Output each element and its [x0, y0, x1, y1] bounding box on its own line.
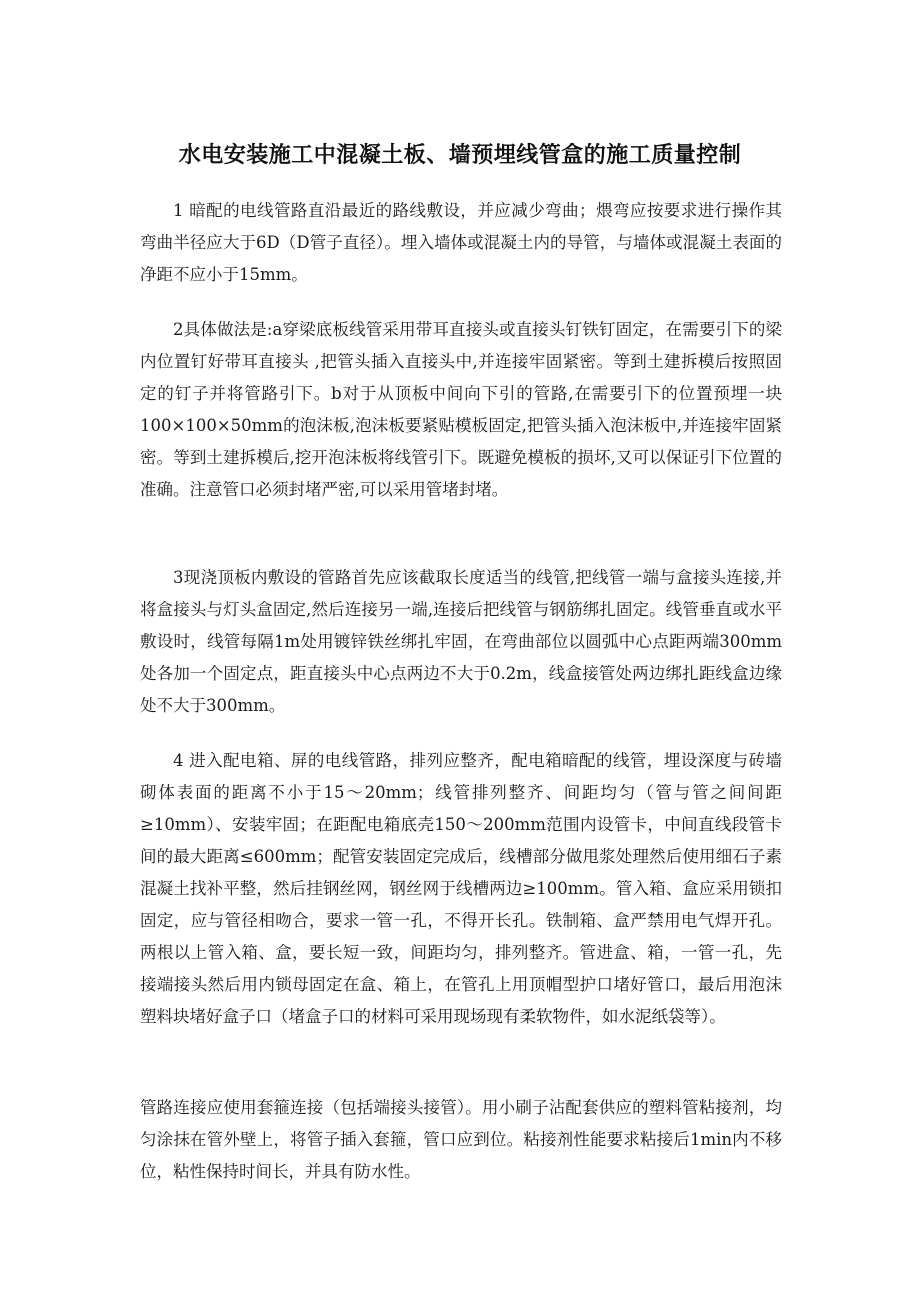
paragraph-5: 管路连接应使用套箍连接（包括端接头接管）。用小刷子沾配套供应的塑料管粘接剂，均匀涂抹在管外壁上，将管子插入套箍，管口应到位。粘接剂性能要求粘接后1min内不移位，粘性保持时间长，并具有防水性。 — [140, 1098, 782, 1181]
paragraph-1: 1 暗配的电线管路直沿最近的路线敷设，并应减少弯曲；煨弯应按要求进行操作其弯曲半径应大于6D（D管子直径）。埋入墙体或混凝土内的导管，与墙体或混凝土表面的净距不应小于15mm。 — [140, 201, 782, 284]
paragraph-4: 4 进入配电箱、屏的电线管路，排列应整齐，配电箱暗配的线管，埋设深度与砖墙砌体表面的距离不小于15～20mm；线管排列整齐、间距均匀（管与管之间间距≥10mm）、安装牢固；在距配电箱底壳150～200mm范围内设管卡，中间直线段管卡间的最大距离≤600mm；配管安装固定完成后，线槽部分做甩浆处理然后使用细石子素混凝土找补平整，然后挂钢丝网，钢丝网于线槽两边≥100mm。管入箱、盒应采用锁扣固定，应与管径相吻合，要求一管一孔，不得开长孔。铁制箱、盒严禁用电气焊开孔。两根以上管入箱、盒，要长短一致，间距均匀，排列整齐。管进盒、箱，一管一孔，先接端接头然后用内锁母固定在盒、箱上，在管孔上用顶帽型护口堵好管口，最后用泡沫塑料块堵好盒子口（堵盒子口的材料可采用现场现有柔软物件，如水泥纸袋等）。 — [140, 751, 782, 1026]
paragraph-3: 3现浇顶板内敷设的管路首先应该截取长度适当的线管,把线管一端与盒接头连接,并将盒接头与灯头盒固定,然后连接另一端,连接后把线管与钢筋绑扎固定。线管垂直或水平敷设时，线管每隔1m处用镀锌铁丝绑扎牢固，在弯曲部位以圆弧中心点距两端300mm处各加一个固定点，距直接头中心点两边不大于0.2m，线盒接管处两边绑扎距线盒边缘处不大于300mm。 — [140, 568, 782, 715]
paragraph-2: 2具体做法是:a穿梁底板线管采用带耳直接头或直接头钉铁钉固定，在需要引下的梁内位置钉好带耳直接头 ,把管头插入直接头中,并连接牢固紧密。等到土建拆模后按照固定的钉子并将管路引下。b对于从顶板中间向下引的管路,在需要引下的位置预埋一块100×100×50mm的泡沫板,泡沫板要紧贴模板固定,把管头插入泡沫板中,并连接牢固紧密。等到土建拆模后,挖开泡沫板将线管引下。既避免模板的损坏,又可以保证引下位置的准确。注意管口必须封堵严密,可以采用管堵封堵。 — [140, 320, 782, 499]
document-title: 水电安装施工中混凝土板、墙预埋线管盒的施工质量控制 — [178, 143, 742, 168]
